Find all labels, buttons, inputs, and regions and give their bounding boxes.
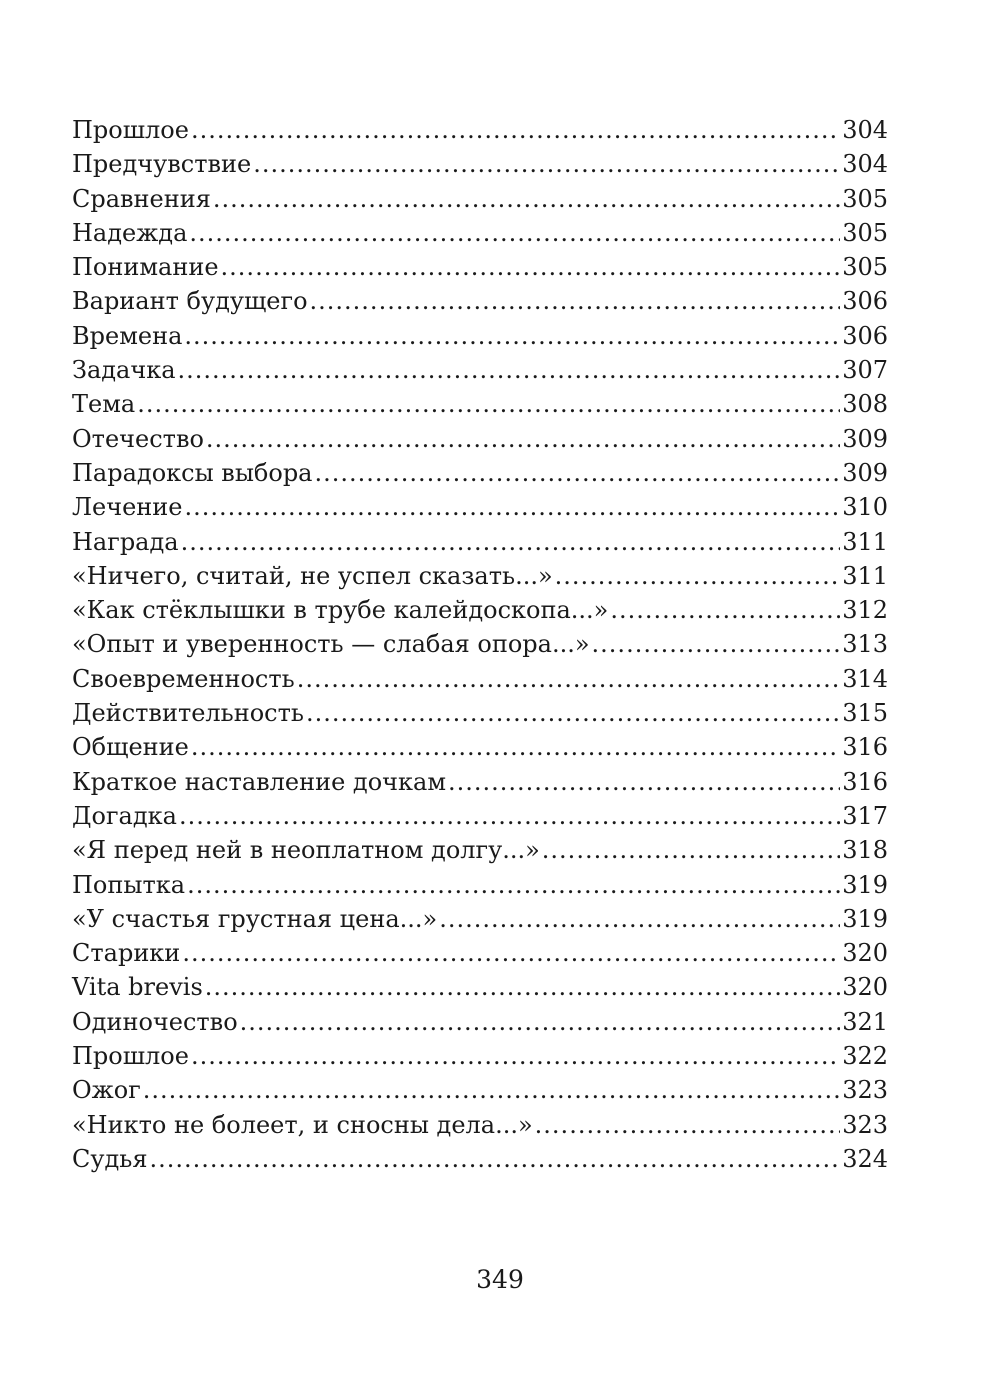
toc-entry-title: Одиночество: [72, 1007, 238, 1036]
toc-entry-title: Общение: [72, 733, 189, 762]
dot-leader: [206, 422, 840, 456]
toc-entry-page: 304: [842, 150, 888, 179]
toc-entry-page: 324: [842, 1144, 888, 1173]
toc-entry-page: 323: [842, 1076, 888, 1105]
toc-entry-title: Вариант будущего: [72, 287, 308, 316]
toc-entry: [72, 730, 888, 764]
dot-leader: [191, 113, 840, 147]
toc-entry-page: 311: [842, 561, 888, 590]
dot-leader: [187, 868, 840, 902]
dot-leader: [149, 1142, 840, 1176]
toc-entry-page: 305: [842, 253, 888, 282]
dot-leader: [137, 387, 840, 421]
toc-entry: [72, 216, 888, 250]
dot-leader: [185, 490, 841, 524]
toc-entry: [72, 627, 888, 661]
dot-leader: [555, 559, 841, 593]
toc-entry-title: «Я перед ней в неоплатном долгу...»: [72, 836, 540, 865]
toc-entry: [72, 1142, 888, 1176]
toc-entry: [72, 422, 888, 456]
toc-entry: [72, 868, 888, 902]
dot-leader: [535, 1108, 841, 1142]
toc-entry: [72, 456, 888, 490]
toc-entry-title: «Опыт и уверенность — слабая опора...»: [72, 630, 590, 659]
toc-entry-title: «У счастья грустная цена...»: [72, 904, 438, 933]
dot-leader: [448, 765, 840, 799]
toc-entry: [72, 147, 888, 181]
toc-entry-page: 308: [842, 390, 888, 419]
dot-leader: [184, 319, 840, 353]
page-number: 349: [476, 1265, 524, 1294]
toc-entry-page: 316: [842, 733, 888, 762]
dot-leader: [213, 182, 840, 216]
dot-leader: [240, 1005, 841, 1039]
toc-entry-page: 323: [842, 1110, 888, 1139]
toc-entry: [72, 319, 888, 353]
toc-entry-title: Vita brevis: [72, 973, 203, 1002]
toc-entry-page: 307: [842, 356, 888, 385]
toc-entry: [72, 902, 888, 936]
toc-entry: [72, 525, 888, 559]
dot-leader: [143, 1073, 840, 1107]
dot-leader: [191, 730, 840, 764]
dot-leader: [439, 902, 840, 936]
toc-entry: [72, 1108, 888, 1142]
dot-leader: [297, 662, 840, 696]
toc-entry-title: Тема: [72, 390, 136, 419]
toc-entry: [72, 696, 888, 730]
toc-entry-title: Прошлое: [72, 116, 189, 144]
toc-entry-title: Времена: [72, 321, 183, 350]
toc-entry: [72, 970, 888, 1004]
toc-entry: [72, 1039, 888, 1073]
toc-entry-page: 309: [842, 424, 888, 453]
dot-leader: [189, 216, 840, 250]
toc-entry-page: 312: [842, 596, 888, 625]
toc-entry: [72, 936, 888, 970]
toc-entry-page: 319: [842, 904, 888, 933]
toc-entry-title: Задачка: [72, 356, 176, 385]
toc-entry-title: Надежда: [72, 218, 188, 247]
toc-entry-page: 305: [842, 218, 888, 247]
toc-entry-title: Попытка: [72, 870, 186, 899]
toc-entry-page: 315: [842, 699, 888, 728]
dot-leader: [178, 353, 841, 387]
dot-leader: [592, 627, 841, 661]
dot-leader: [542, 833, 840, 867]
toc-entry-page: 304: [842, 116, 888, 144]
toc-entry: [72, 799, 888, 833]
toc-entry: [72, 662, 888, 696]
toc-entry-title: Своевременность: [72, 664, 295, 693]
toc-entry: [72, 490, 888, 524]
toc-entry-page: 322: [842, 1042, 888, 1071]
toc-entry-page: 306: [842, 287, 888, 316]
toc-entry-page: 317: [842, 801, 888, 830]
toc-entry: [72, 113, 888, 147]
dot-leader: [315, 456, 841, 490]
toc-entry: [72, 387, 888, 421]
dot-leader: [182, 936, 840, 970]
toc-entry-title: Отечество: [72, 424, 204, 453]
toc-entry-page: 305: [842, 184, 888, 213]
toc-entry-title: Догадка: [72, 801, 177, 830]
toc-entry-title: «Ничего, считай, не успел сказать...»: [72, 561, 553, 590]
toc-entry-title: Краткое наставление дочкам: [72, 767, 446, 796]
toc-entry-title: Действительность: [72, 699, 304, 728]
toc-entry-page: 311: [842, 527, 888, 556]
toc-entry: [72, 1005, 888, 1039]
toc-entry-page: 310: [842, 493, 888, 522]
toc-entry: [72, 353, 888, 387]
dot-leader: [610, 593, 840, 627]
dot-leader: [181, 525, 841, 559]
toc-entry-page: 306: [842, 321, 888, 350]
toc-entry-page: 316: [842, 767, 888, 796]
dot-leader: [191, 1039, 840, 1073]
toc-entry-title: Парадоксы выбора: [72, 458, 313, 487]
toc-entry-page: 319: [842, 870, 888, 899]
toc-entry: [72, 182, 888, 216]
toc-entry-title: «Как стёклышки в трубе калейдоскопа...»: [72, 596, 609, 625]
dot-leader: [310, 284, 841, 318]
toc-entry-title: Лечение: [72, 493, 183, 522]
toc-entry-title: Судья: [72, 1144, 148, 1173]
toc-entry-title: Прошлое: [72, 1042, 189, 1071]
toc-entry: [72, 284, 888, 318]
toc-entry-title: Сравнения: [72, 184, 211, 213]
toc-entry: [72, 765, 888, 799]
toc-entry: [72, 593, 888, 627]
toc-entry-page: 318: [842, 836, 888, 865]
toc-entry-page: 309: [842, 458, 888, 487]
toc-entry-page: 320: [842, 939, 888, 968]
toc-entry: [72, 559, 888, 593]
toc-entry-page: 314: [842, 664, 888, 693]
toc-entry-page: 320: [842, 973, 888, 1002]
toc-entry-title: «Никто не болеет, и сносны дела...»: [72, 1110, 533, 1139]
toc-entry: [72, 1073, 888, 1107]
toc-entry-page: 313: [842, 630, 888, 659]
dot-leader: [205, 970, 840, 1004]
dot-leader: [221, 250, 841, 284]
toc-entry-title: Награда: [72, 527, 179, 556]
table-of-contents: [72, 113, 888, 1176]
dot-leader: [179, 799, 840, 833]
toc-entry-title: Ожог: [72, 1076, 141, 1105]
toc-entry-page: 321: [842, 1007, 888, 1036]
dot-leader: [253, 147, 840, 181]
toc-entry-title: Предчувствие: [72, 150, 252, 179]
toc-entry: [72, 833, 888, 867]
toc-entry-title: Старики: [72, 939, 181, 968]
toc-entry: [72, 250, 888, 284]
dot-leader: [306, 696, 840, 730]
toc-entry-title: Понимание: [72, 253, 219, 282]
